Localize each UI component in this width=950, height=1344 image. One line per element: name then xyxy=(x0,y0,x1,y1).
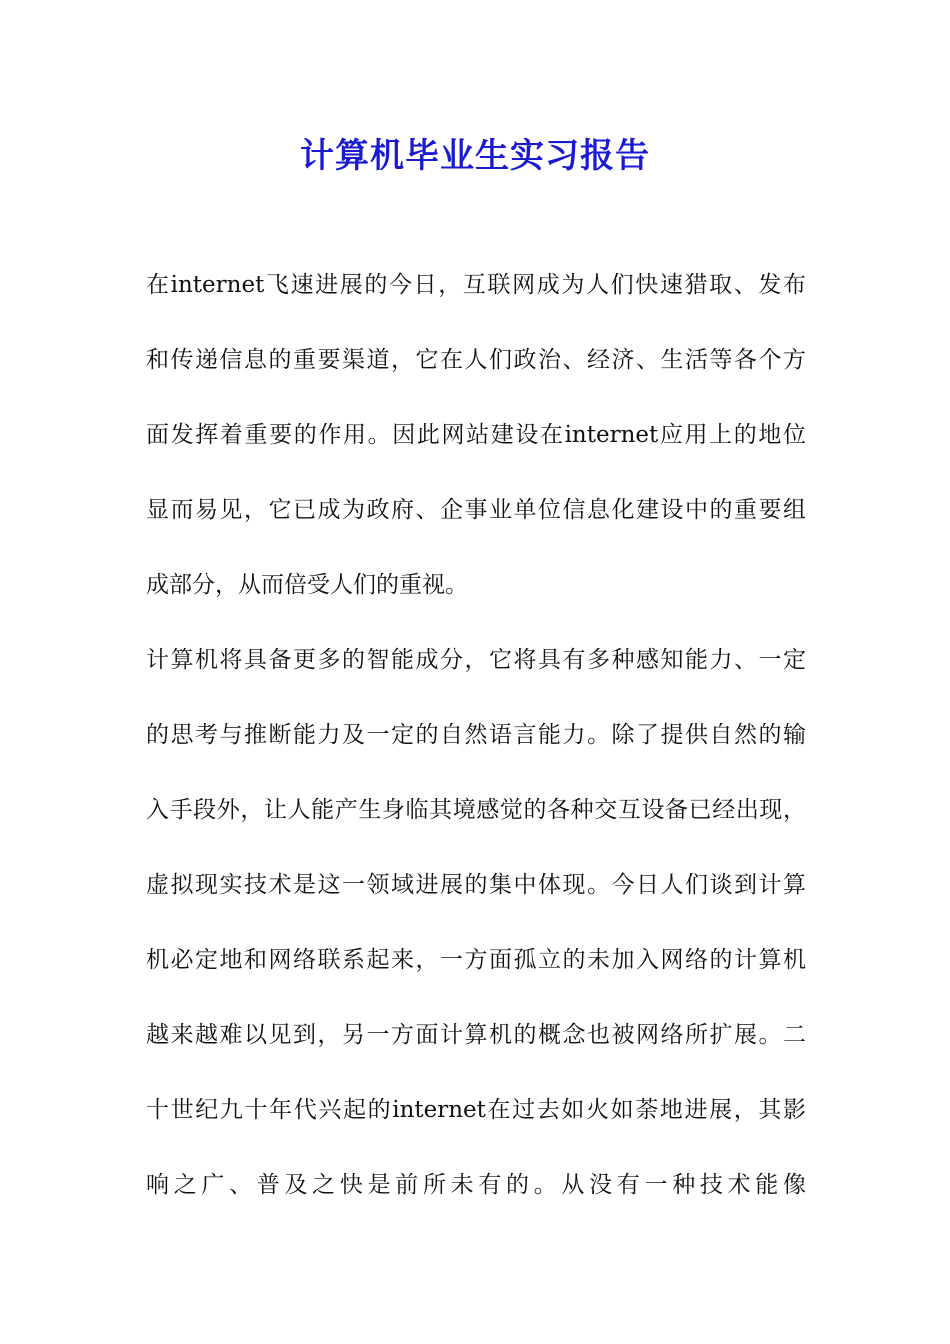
body-line: 显而易见，它已成为政府、企事业单位信息化建设中的重要组 xyxy=(146,497,806,523)
body-line: 十世纪九十年代兴起的internet在过去如火如荼地进展，其影 xyxy=(146,1097,806,1123)
body-line: 和传递信息的重要渠道，它在人们政治、经济、生活等各个方 xyxy=(146,347,806,373)
body-line: 虚拟现实技术是这一领域进展的集中体现。今日人们谈到计算 xyxy=(146,872,806,898)
document-title: 计算机毕业生实习报告 xyxy=(300,136,650,176)
body-line: 计算机将具备更多的智能成分，它将具有多种感知能力、一定 xyxy=(146,647,806,673)
body-line: 面发挥着重要的作用。因此网站建设在internet应用上的地位 xyxy=(146,422,806,448)
body-line: 机必定地和网络联系起来，一方面孤立的未加入网络的计算机 xyxy=(146,947,806,973)
body-line: 的思考与推断能力及一定的自然语言能力。除了提供自然的输 xyxy=(146,722,806,748)
body-line: 响之广、普及之快是前所未有的。从没有一种技术能像 xyxy=(146,1172,806,1198)
body-line: 入手段外，让人能产生身临其境感觉的各种交互设备已经出现， xyxy=(146,797,806,823)
body-line: 成部分，从而倍受人们的重视。 xyxy=(146,572,468,598)
body-line: 越来越难以见到，另一方面计算机的概念也被网络所扩展。二 xyxy=(146,1022,806,1048)
body-line: 在internet飞速进展的今日，互联网成为人们快速猎取、发布 xyxy=(146,272,806,298)
